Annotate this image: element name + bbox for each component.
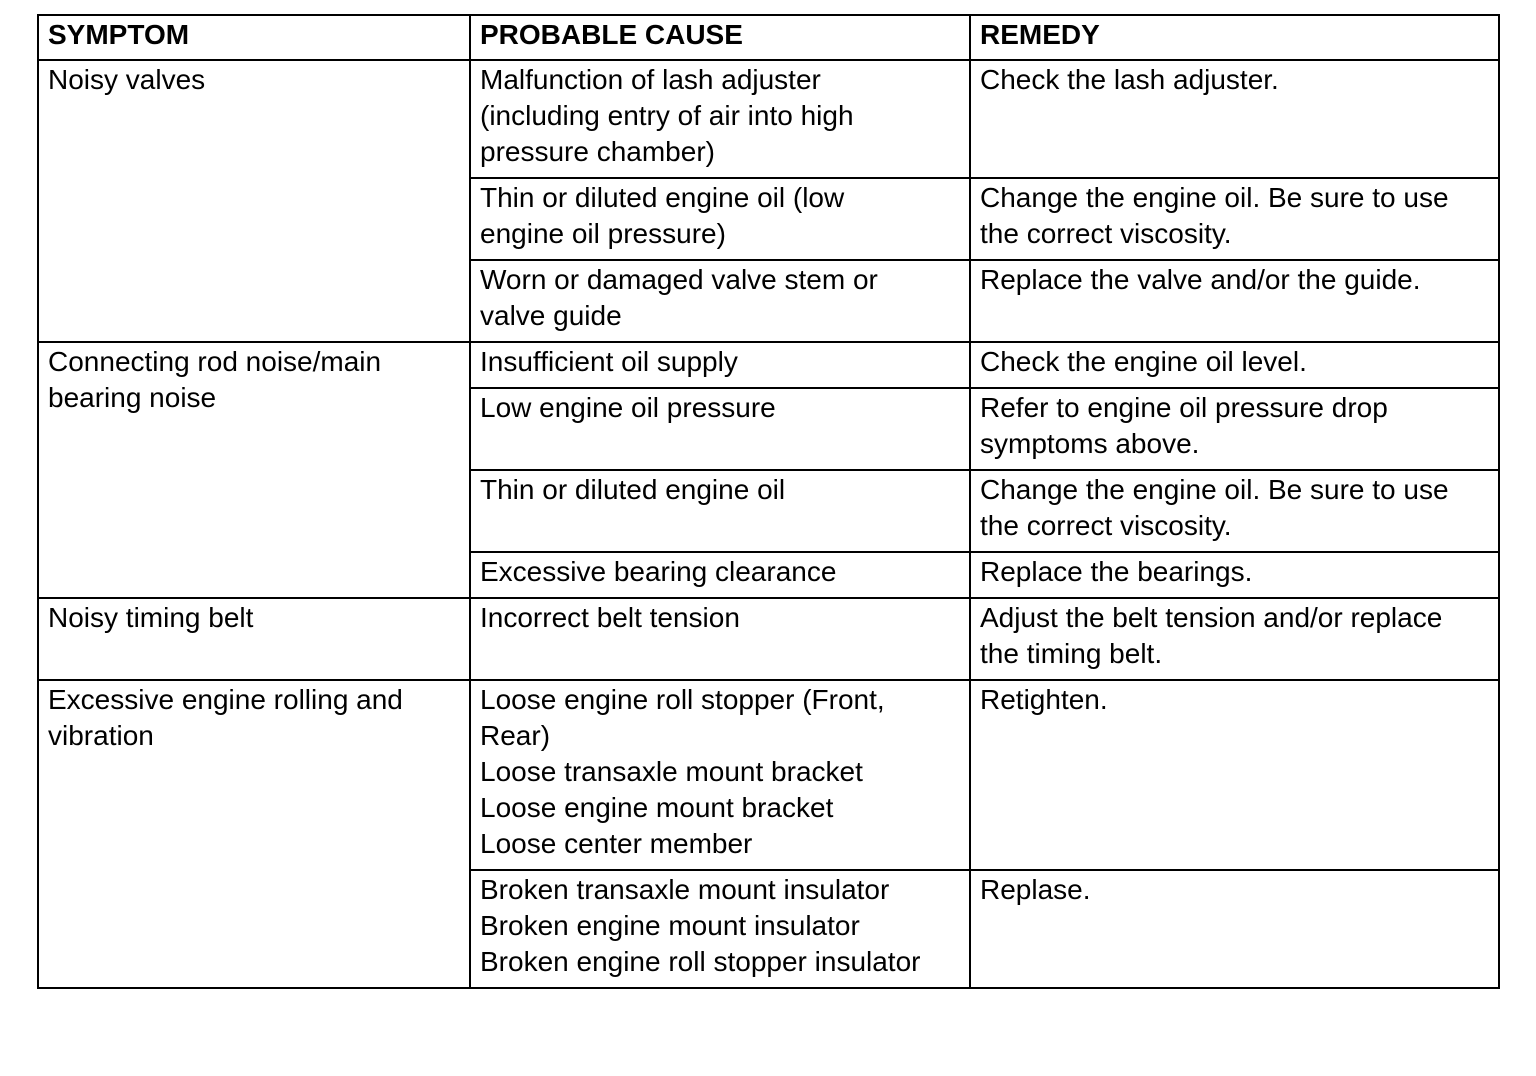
cause-cell: Low engine oil pressure xyxy=(470,388,970,470)
symptom-cell: Excessive engine rolling and vibration xyxy=(38,680,470,988)
table-row xyxy=(38,60,1499,178)
remedy-cell: Check the lash adjuster. xyxy=(970,60,1499,178)
cause-cell: Thin or diluted engine oil (low engine oil pressure) xyxy=(470,178,970,260)
cause-cell: Broken transaxle mount insulator Broken engine mount insulator Broken engine roll stopper insulator xyxy=(470,870,970,988)
header-probable-cause: PROBABLE CAUSE xyxy=(470,15,970,60)
header-remedy: REMEDY xyxy=(970,15,1499,60)
cause-cell: Excessive bearing clearance xyxy=(470,552,970,598)
header-row xyxy=(38,15,1499,60)
remedy-cell: Change the engine oil. Be sure to use the correct viscosity. xyxy=(970,470,1499,552)
table-row xyxy=(38,598,1499,680)
header-symptom: SYMPTOM xyxy=(38,15,470,60)
table-row xyxy=(38,342,1499,388)
cause-cell: Malfunction of lash adjuster (including entry of air into high pressure chamber) xyxy=(470,60,970,178)
table-row xyxy=(38,680,1499,870)
cause-cell: Loose engine roll stopper (Front, Rear) Loose transaxle mount bracket Loose engine mount bracket Loose center member xyxy=(470,680,970,870)
table-header xyxy=(38,15,1499,60)
remedy-cell: Replace the bearings. xyxy=(970,552,1499,598)
symptom-cell: Connecting rod noise/main bearing noise xyxy=(38,342,470,598)
cause-cell: Worn or damaged valve stem or valve guide xyxy=(470,260,970,342)
cause-cell: Thin or diluted engine oil xyxy=(470,470,970,552)
symptom-cell: Noisy valves xyxy=(38,60,470,342)
remedy-cell: Check the engine oil level. xyxy=(970,342,1499,388)
remedy-cell: Adjust the belt tension and/or replace the timing belt. xyxy=(970,598,1499,680)
remedy-cell: Replase. xyxy=(970,870,1499,988)
symptom-cell: Noisy timing belt xyxy=(38,598,470,680)
remedy-cell: Retighten. xyxy=(970,680,1499,870)
remedy-cell: Refer to engine oil pressure drop symptoms above. xyxy=(970,388,1499,470)
troubleshooting-table xyxy=(37,14,1500,989)
cause-cell: Insufficient oil supply xyxy=(470,342,970,388)
remedy-cell: Replace the valve and/or the guide. xyxy=(970,260,1499,342)
remedy-cell: Change the engine oil. Be sure to use the correct viscosity. xyxy=(970,178,1499,260)
cause-cell: Incorrect belt tension xyxy=(470,598,970,680)
table-body xyxy=(38,60,1499,988)
